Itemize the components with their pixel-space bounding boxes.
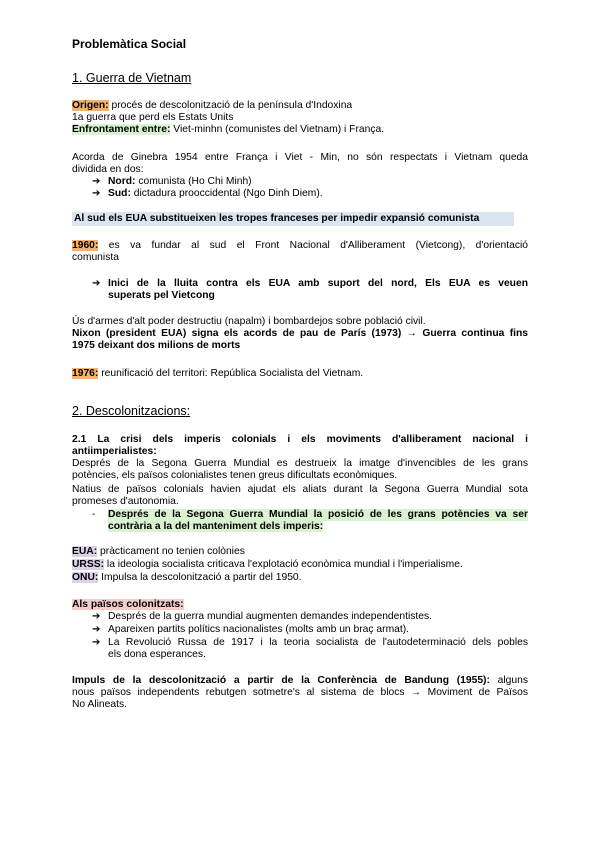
origen-line	[72, 100, 352, 112]
y1960-line-2: comunista	[72, 252, 119, 263]
arrow-icon: ➔	[92, 624, 101, 635]
arrow-icon: ➔	[92, 188, 101, 199]
section-heading-vietnam: 1. Guerra de Vietnam	[72, 71, 192, 85]
arrow-icon: ➔	[92, 278, 101, 289]
y1976-text: reunificació del territori: República Socialista del Vietnam.	[98, 368, 364, 379]
col-item-3-line-1: La Revolució Russa de 1917 i la teoria socialista de l'autodeterminació dels pobles	[108, 637, 528, 648]
p2-line-1: Natius de països colonials havien ajudat els aliats durant la Segona Guerra Mundial sota	[72, 484, 528, 495]
dash-line-1: Després de la Segona Guerra Mundial la posició de les grans potències va ser	[108, 509, 528, 520]
p1-line-1: Després de la Segona Guerra Mundial es destrueix la imatge d'invencibles de les grans	[72, 458, 528, 469]
col-item-2: Apareixen partits polítics nacionalistes (molts amb un braç armat).	[108, 624, 410, 635]
ginebra-line-2: dividida en dos:	[72, 164, 144, 175]
urss-label: URSS:	[72, 559, 105, 570]
dash-line-2-text: contrària a la del manteniment dels imperis:	[108, 521, 324, 532]
y1976-line	[72, 368, 363, 380]
onu-text: Impulsa la descolonització a partir del 1950.	[98, 572, 302, 583]
nixon-line-1: Nixon (president EUA) signa els acords de pau de París (1973) → Guerra continua fins	[72, 328, 528, 339]
y1960-text: es va fundar al sud el Front Nacional d'Alliberament (Vietcong), d'orientació	[98, 240, 528, 251]
sud-item	[108, 188, 323, 200]
bandung-line-2: nous països independents rebutgen sotmetre's al sistema de blocs → Moviment de Països	[72, 687, 528, 698]
bandung-line-1	[72, 675, 528, 687]
p1-line-2: potències, els països colonialistes tenen greus dificultats econòmiques.	[72, 470, 398, 481]
enfrontament-line	[72, 124, 384, 136]
urss-line	[72, 559, 463, 571]
nord-text: comunista (Ho Chi Minh)	[135, 176, 252, 187]
armes-line: Ús d'armes d'alt poder destructiu (napalm) i bombardejos sobre població civil.	[72, 316, 426, 327]
sud-label: Sud:	[108, 188, 131, 199]
eua-label: EUA:	[72, 546, 98, 557]
colonitzats-line	[72, 599, 184, 611]
nixon-line-2: 1975 deixant dos milions de morts	[72, 340, 241, 351]
bandung-bold: Impuls de la descolonització a partir de la Conferència de Bandung (1955):	[72, 675, 490, 686]
p2-line-2: promeses d'autonomia.	[72, 496, 179, 507]
y1976-label: 1976:	[72, 368, 99, 379]
arrow-icon: ➔	[92, 637, 101, 648]
urss-text: la ideologia socialista criticava l'explotació econòmica mundial i l'imperialisme.	[104, 559, 463, 570]
dash-bullet: -	[92, 509, 96, 520]
first-war-line: 1a guerra que perd els Estats Units	[72, 112, 234, 123]
bandung-line-3: No Alineats.	[72, 699, 127, 710]
onu-line	[72, 572, 302, 584]
colonitzats-label: Als països colonitzats:	[72, 599, 184, 610]
nord-label: Nord:	[108, 176, 136, 187]
subsection-line-2: antiimperialistes:	[72, 446, 157, 457]
eua-substitution-highlight: Al sud els EUA substitueixen les tropes franceses per impedir expansió comunista	[72, 212, 514, 226]
y1960-label: 1960:	[72, 240, 99, 251]
onu-label: ONU:	[72, 572, 99, 583]
section-heading-descolonitzacions: 2. Descolonitzacions:	[72, 404, 191, 418]
ginebra-line-1: Acorda de Ginebra 1954 entre França i Viet - Min, no són respectats i Vietnam queda	[72, 152, 528, 163]
col-item-1: Després de la guerra mundial augmenten demandes independentistes.	[108, 611, 432, 622]
origen-label: Origen:	[72, 100, 109, 111]
inici-line-1: Inici de la lluita contra els EUA amb suport del nord, Els EUA es veuen	[108, 278, 528, 289]
bandung-rest: alguns	[489, 675, 528, 686]
inici-line-2: superats pel Vietcong	[108, 290, 215, 301]
page-title: Problemàtica Social	[72, 37, 187, 51]
eua-text: pràcticament no tenien colònies	[97, 546, 245, 557]
sud-text: dictadura prooccidental (Ngo Dinh Diem).	[130, 188, 323, 199]
origen-text: procés de descolonització de la península d'Indoxina	[108, 100, 353, 111]
arrow-icon: ➔	[92, 176, 101, 187]
col-item-3-line-2: els dona esperances.	[108, 649, 206, 660]
enfrontament-label: Enfrontament entre:	[72, 124, 171, 135]
eua-line	[72, 546, 245, 558]
y1960-line-1	[72, 240, 528, 252]
arrow-icon: ➔	[92, 611, 101, 622]
nord-item	[108, 176, 252, 188]
dash-line-2	[108, 521, 323, 533]
subsection-line-1: 2.1 La crisi dels imperis colonials i els moviments d'alliberament nacional i	[72, 434, 528, 445]
enfrontament-text: Viet-minhn (comunistes del Vietnam) i França.	[170, 124, 385, 135]
